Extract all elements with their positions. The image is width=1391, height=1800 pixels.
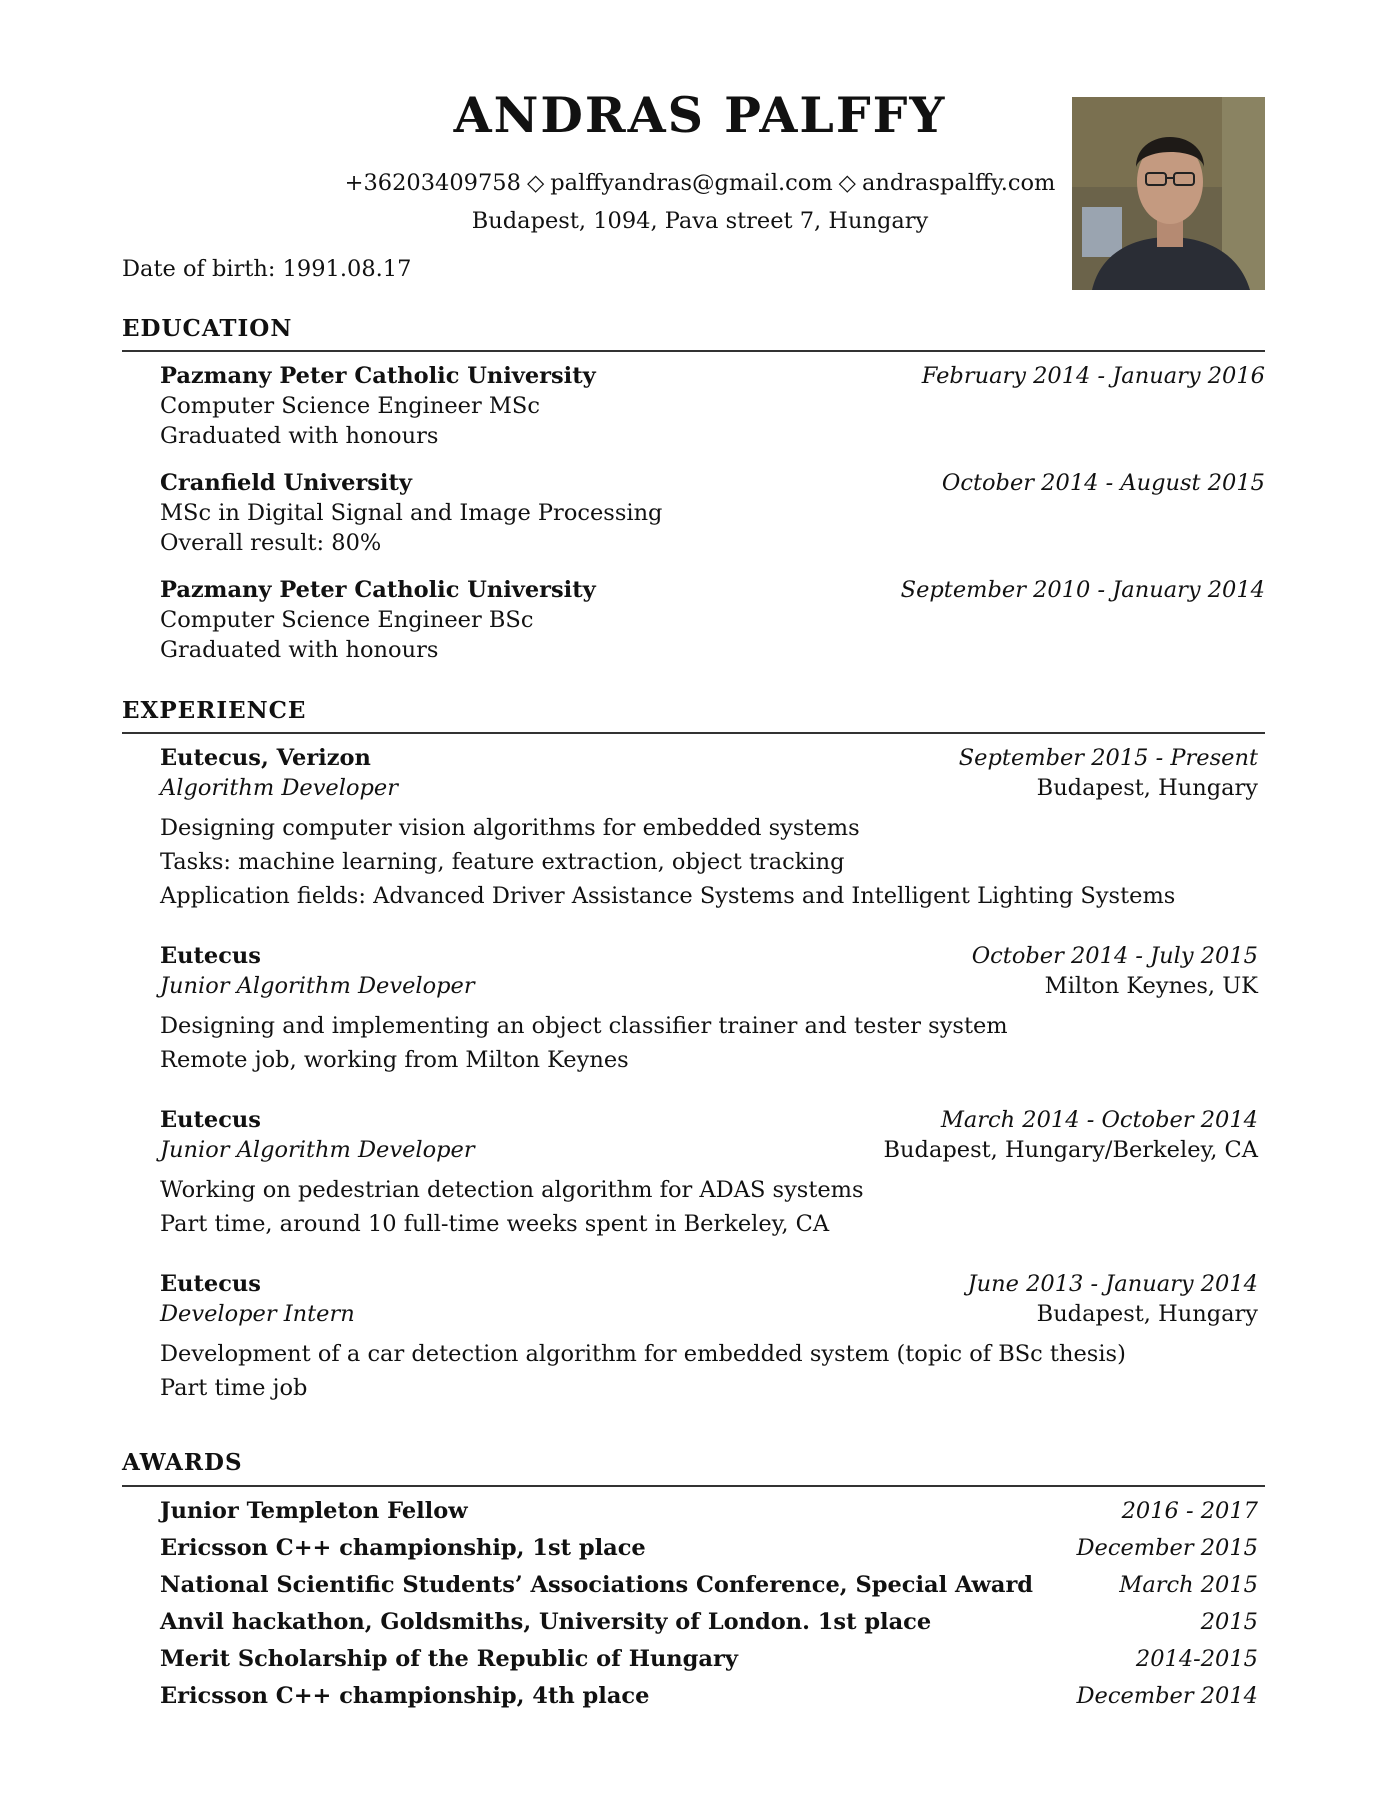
- education-entry: [160, 363, 1265, 389]
- education-entry: [160, 577, 1265, 603]
- job-description-line: Part time job: [160, 1375, 308, 1401]
- award-entry: [160, 1646, 1258, 1672]
- company-name: Eutecus: [160, 1271, 261, 1297]
- award-entry: [160, 1609, 1258, 1635]
- website: andraspalffy.com: [861, 170, 1056, 196]
- resume-name: ANDRAS PALFFY: [453, 86, 947, 144]
- award-entry: [160, 1535, 1258, 1561]
- award-title: Merit Scholarship of the Republic of Hungary: [160, 1646, 738, 1672]
- award-title: Ericsson C++ championship, 1st place: [160, 1535, 646, 1561]
- experience-entry: [160, 1107, 1258, 1133]
- experience-role-row: [160, 775, 1258, 801]
- education-dates: September 2010 - January 2014: [900, 577, 1265, 603]
- award-date: December 2015: [1076, 1535, 1258, 1561]
- experience-role-row: [160, 1301, 1258, 1327]
- separator-icon: ◇: [838, 170, 856, 196]
- experience-dates: March 2014 - October 2014: [940, 1107, 1258, 1133]
- job-location: Budapest, Hungary: [1036, 775, 1258, 801]
- degree: MSc in Digital Signal and Image Processing: [160, 500, 663, 526]
- job-description-line: Remote job, working from Milton Keynes: [160, 1047, 629, 1073]
- job-location: Milton Keynes, UK: [1044, 973, 1258, 999]
- company-name: Eutecus, Verizon: [160, 745, 371, 771]
- job-title: Junior Algorithm Developer: [160, 973, 475, 999]
- award-entry: [160, 1683, 1258, 1709]
- education-note: Graduated with honours: [160, 423, 439, 449]
- company-name: Eutecus: [160, 943, 261, 969]
- experience-role-row: [160, 1137, 1258, 1163]
- company-name: Eutecus: [160, 1107, 261, 1133]
- education-dates: February 2014 - January 2016: [921, 363, 1265, 389]
- school-name: Pazmany Peter Catholic University: [160, 363, 596, 389]
- award-date: 2016 - 2017: [1121, 1498, 1258, 1524]
- experience-entry: [160, 745, 1258, 771]
- section-divider: [122, 732, 1265, 734]
- job-description-line: Tasks: machine learning, feature extraction, object tracking: [160, 849, 845, 875]
- award-title: Anvil hackathon, Goldsmiths, University of London. 1st place: [160, 1609, 932, 1635]
- job-description-line: Designing and implementing an object classifier trainer and tester system: [160, 1013, 1008, 1039]
- section-divider: [122, 1485, 1265, 1487]
- degree: Computer Science Engineer MSc: [160, 393, 540, 419]
- separator-icon: ◇: [526, 170, 545, 196]
- award-date: March 2015: [1119, 1572, 1258, 1598]
- school-name: Pazmany Peter Catholic University: [160, 577, 596, 603]
- award-entry: [160, 1572, 1258, 1598]
- education-heading: EDUCATION: [122, 315, 293, 342]
- email-address: palffyandras@gmail.com: [550, 170, 833, 196]
- job-description-line: Designing computer vision algorithms for embedded systems: [160, 815, 860, 841]
- job-description-line: Working on pedestrian detection algorithm for ADAS systems: [160, 1177, 864, 1203]
- awards-heading: AWARDS: [122, 1449, 243, 1476]
- experience-dates: June 2013 - January 2014: [967, 1271, 1258, 1297]
- date-of-birth: Date of birth: 1991.08.17: [122, 256, 412, 282]
- experience-role-row: [160, 973, 1258, 999]
- award-entry: [160, 1498, 1258, 1524]
- contact-block: [300, 164, 1100, 240]
- award-date: 2015: [1200, 1609, 1258, 1635]
- education-dates: October 2014 - August 2015: [941, 470, 1265, 496]
- job-title: Junior Algorithm Developer: [160, 1137, 475, 1163]
- job-description-line: Application fields: Advanced Driver Assistance Systems and Intelligent Lighting Systems: [160, 883, 1176, 909]
- school-name: Cranfield University: [160, 470, 412, 496]
- education-note: Graduated with honours: [160, 637, 439, 663]
- award-date: 2014-2015: [1135, 1646, 1258, 1672]
- job-location: Budapest, Hungary/Berkeley, CA: [883, 1137, 1258, 1163]
- job-description-line: Development of a car detection algorithm for embedded system (topic of BSc thesis): [160, 1341, 1126, 1367]
- phone-number: +36203409758: [344, 170, 521, 196]
- job-title: Developer Intern: [160, 1301, 355, 1327]
- award-date: December 2014: [1076, 1683, 1258, 1709]
- contact-line: [300, 164, 1100, 202]
- section-divider: [122, 350, 1265, 352]
- experience-entry: [160, 943, 1258, 969]
- education-entry: [160, 470, 1265, 496]
- address: Budapest, 1094, Pava street 7, Hungary: [471, 208, 929, 234]
- profile-photo: [1072, 97, 1265, 290]
- job-description-line: Part time, around 10 full-time weeks spent in Berkeley, CA: [160, 1211, 830, 1237]
- award-title: Ericsson C++ championship, 4th place: [160, 1683, 650, 1709]
- experience-dates: October 2014 - July 2015: [971, 943, 1258, 969]
- experience-entry: [160, 1271, 1258, 1297]
- experience-dates: September 2015 - Present: [958, 745, 1258, 771]
- degree: Computer Science Engineer BSc: [160, 607, 534, 633]
- award-title: National Scientific Students’ Associations Conference, Special Award: [160, 1572, 1034, 1598]
- job-title: Algorithm Developer: [160, 775, 398, 801]
- award-title: Junior Templeton Fellow: [160, 1498, 468, 1524]
- job-location: Budapest, Hungary: [1036, 1301, 1258, 1327]
- experience-heading: EXPERIENCE: [122, 697, 307, 724]
- education-note: Overall result: 80%: [160, 530, 382, 556]
